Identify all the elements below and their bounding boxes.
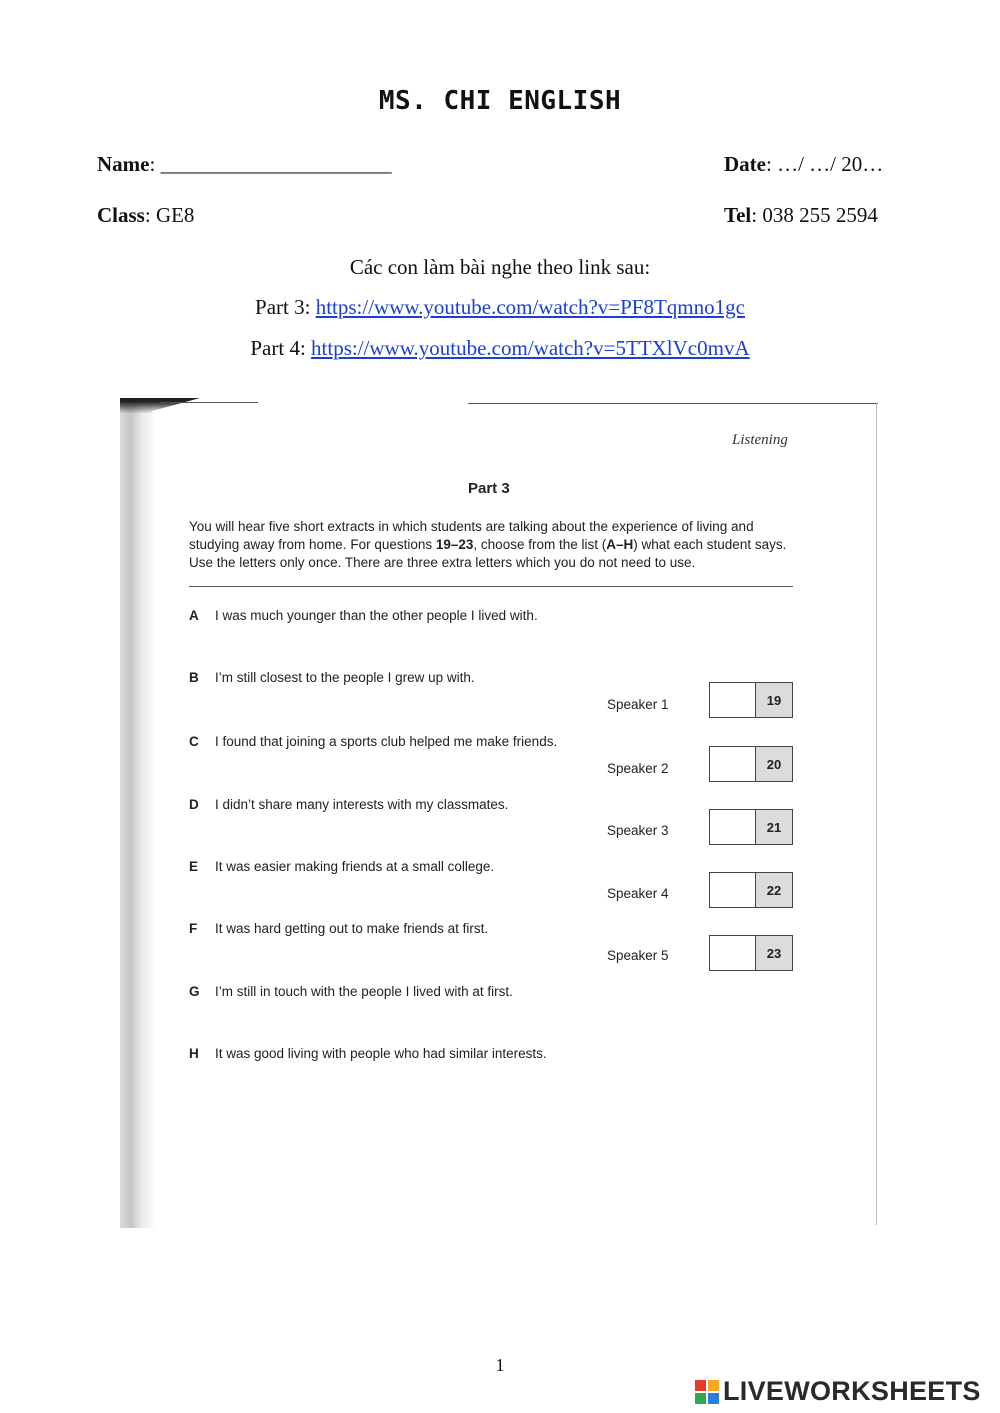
instructions-divider: [189, 586, 793, 587]
class-label: Class: [97, 203, 145, 227]
class-value: : GE8: [144, 203, 195, 227]
part3-link-line: [0, 295, 1000, 320]
page-gutter-shadow: [120, 398, 156, 1228]
option-letter: C: [189, 734, 199, 749]
option-item: [189, 734, 557, 749]
option-item: [189, 670, 475, 685]
option-text: It was hard getting out to make friends at first.: [215, 921, 489, 936]
question-number: 22: [755, 873, 792, 907]
option-letter: E: [189, 859, 199, 874]
option-text: I’m still closest to the people I grew up with.: [215, 670, 475, 685]
tel-line: [724, 203, 878, 228]
option-item: [189, 984, 513, 999]
option-letter: A: [189, 608, 199, 623]
tel-value: : 038 255 2594: [751, 203, 878, 227]
page-number: 1: [495, 1355, 505, 1375]
option-item: [189, 797, 508, 812]
question-number: 21: [755, 810, 792, 844]
document-title: MS. CHI ENGLISH: [378, 86, 622, 116]
option-letter: G: [189, 984, 200, 999]
section-label: Listening: [732, 432, 788, 448]
liveworksheets-logo: [695, 1376, 981, 1407]
option-item: [189, 608, 538, 623]
class-line: [97, 203, 194, 228]
question-number: 20: [755, 747, 792, 781]
name-label: Name: [97, 152, 150, 176]
speaker-label: Speaker 5: [607, 948, 669, 963]
speaker-label: Speaker 1: [607, 697, 669, 712]
option-text: I was much younger than the other people I lived with.: [215, 608, 538, 623]
option-text: I didn’t share many interests with my classmates.: [215, 797, 509, 812]
part3-link-label: Part 3:: [255, 295, 316, 319]
speaker-answer-box: [709, 809, 793, 845]
scanned-exercise-page: [120, 398, 880, 1228]
right-edge-rule: [876, 403, 877, 1225]
logo-square: [708, 1380, 719, 1391]
option-text: It was good living with people who had similar interests.: [215, 1046, 547, 1061]
date-value: : …/ …/ 20…: [765, 152, 884, 176]
logo-square: [695, 1380, 706, 1391]
date-line: [724, 152, 883, 177]
option-item: [189, 859, 494, 874]
part4-link-line: [0, 336, 1000, 361]
logo-text: LIVEWORKSHEETS: [723, 1376, 981, 1406]
option-letter: F: [189, 921, 198, 936]
logo-square: [708, 1393, 719, 1404]
part-instructions: You will hear five short extracts in which students are talking about the experience of living and studying away from home. For questions 19–23, choose from the list (A–H) what each student says. Use the letters only once. There are three extra letters which you do not need to use.: [189, 519, 787, 570]
answer-input[interactable]: [710, 683, 755, 717]
answer-input[interactable]: [710, 936, 755, 970]
option-letter: D: [189, 797, 199, 812]
option-letter: B: [189, 670, 199, 685]
speaker-answer-box: [709, 935, 793, 971]
part4-link[interactable]: https://www.youtube.com/watch?v=5TTXlVc0mvA: [311, 336, 750, 360]
speaker-answer-box: [709, 682, 793, 718]
speaker-label: Speaker 3: [607, 823, 669, 838]
speaker-answer-box: [709, 746, 793, 782]
top-rule: [468, 403, 878, 404]
speaker-answer-box: [709, 872, 793, 908]
option-text: I’m still in touch with the people I lived with at first.: [215, 984, 513, 999]
answer-input[interactable]: [710, 873, 755, 907]
instructions-vietnamese: Các con làm bài nghe theo link sau:: [349, 255, 651, 279]
logo-square: [695, 1393, 706, 1404]
option-item: [189, 921, 488, 936]
option-text: It was easier making friends at a small college.: [215, 859, 495, 874]
option-text: I found that joining a sports club helped me make friends.: [215, 734, 558, 749]
name-field[interactable]: : ______________________: [149, 152, 392, 176]
answer-input[interactable]: [710, 810, 755, 844]
part-title: Part 3: [468, 480, 510, 497]
date-label: Date: [724, 152, 766, 176]
question-number: 23: [755, 936, 792, 970]
speaker-label: Speaker 2: [607, 761, 669, 776]
question-number: 19: [755, 683, 792, 717]
part3-link[interactable]: https://www.youtube.com/watch?v=PF8Tqmno1gc: [315, 295, 745, 319]
top-rule: [160, 402, 258, 403]
option-letter: H: [189, 1046, 199, 1061]
part4-link-label: Part 4:: [250, 336, 312, 360]
option-item: [189, 1046, 547, 1061]
name-line: [97, 152, 392, 177]
logo-mark-icon: [695, 1380, 719, 1404]
tel-label: Tel: [724, 203, 752, 227]
speaker-label: Speaker 4: [607, 886, 669, 901]
answer-input[interactable]: [710, 747, 755, 781]
